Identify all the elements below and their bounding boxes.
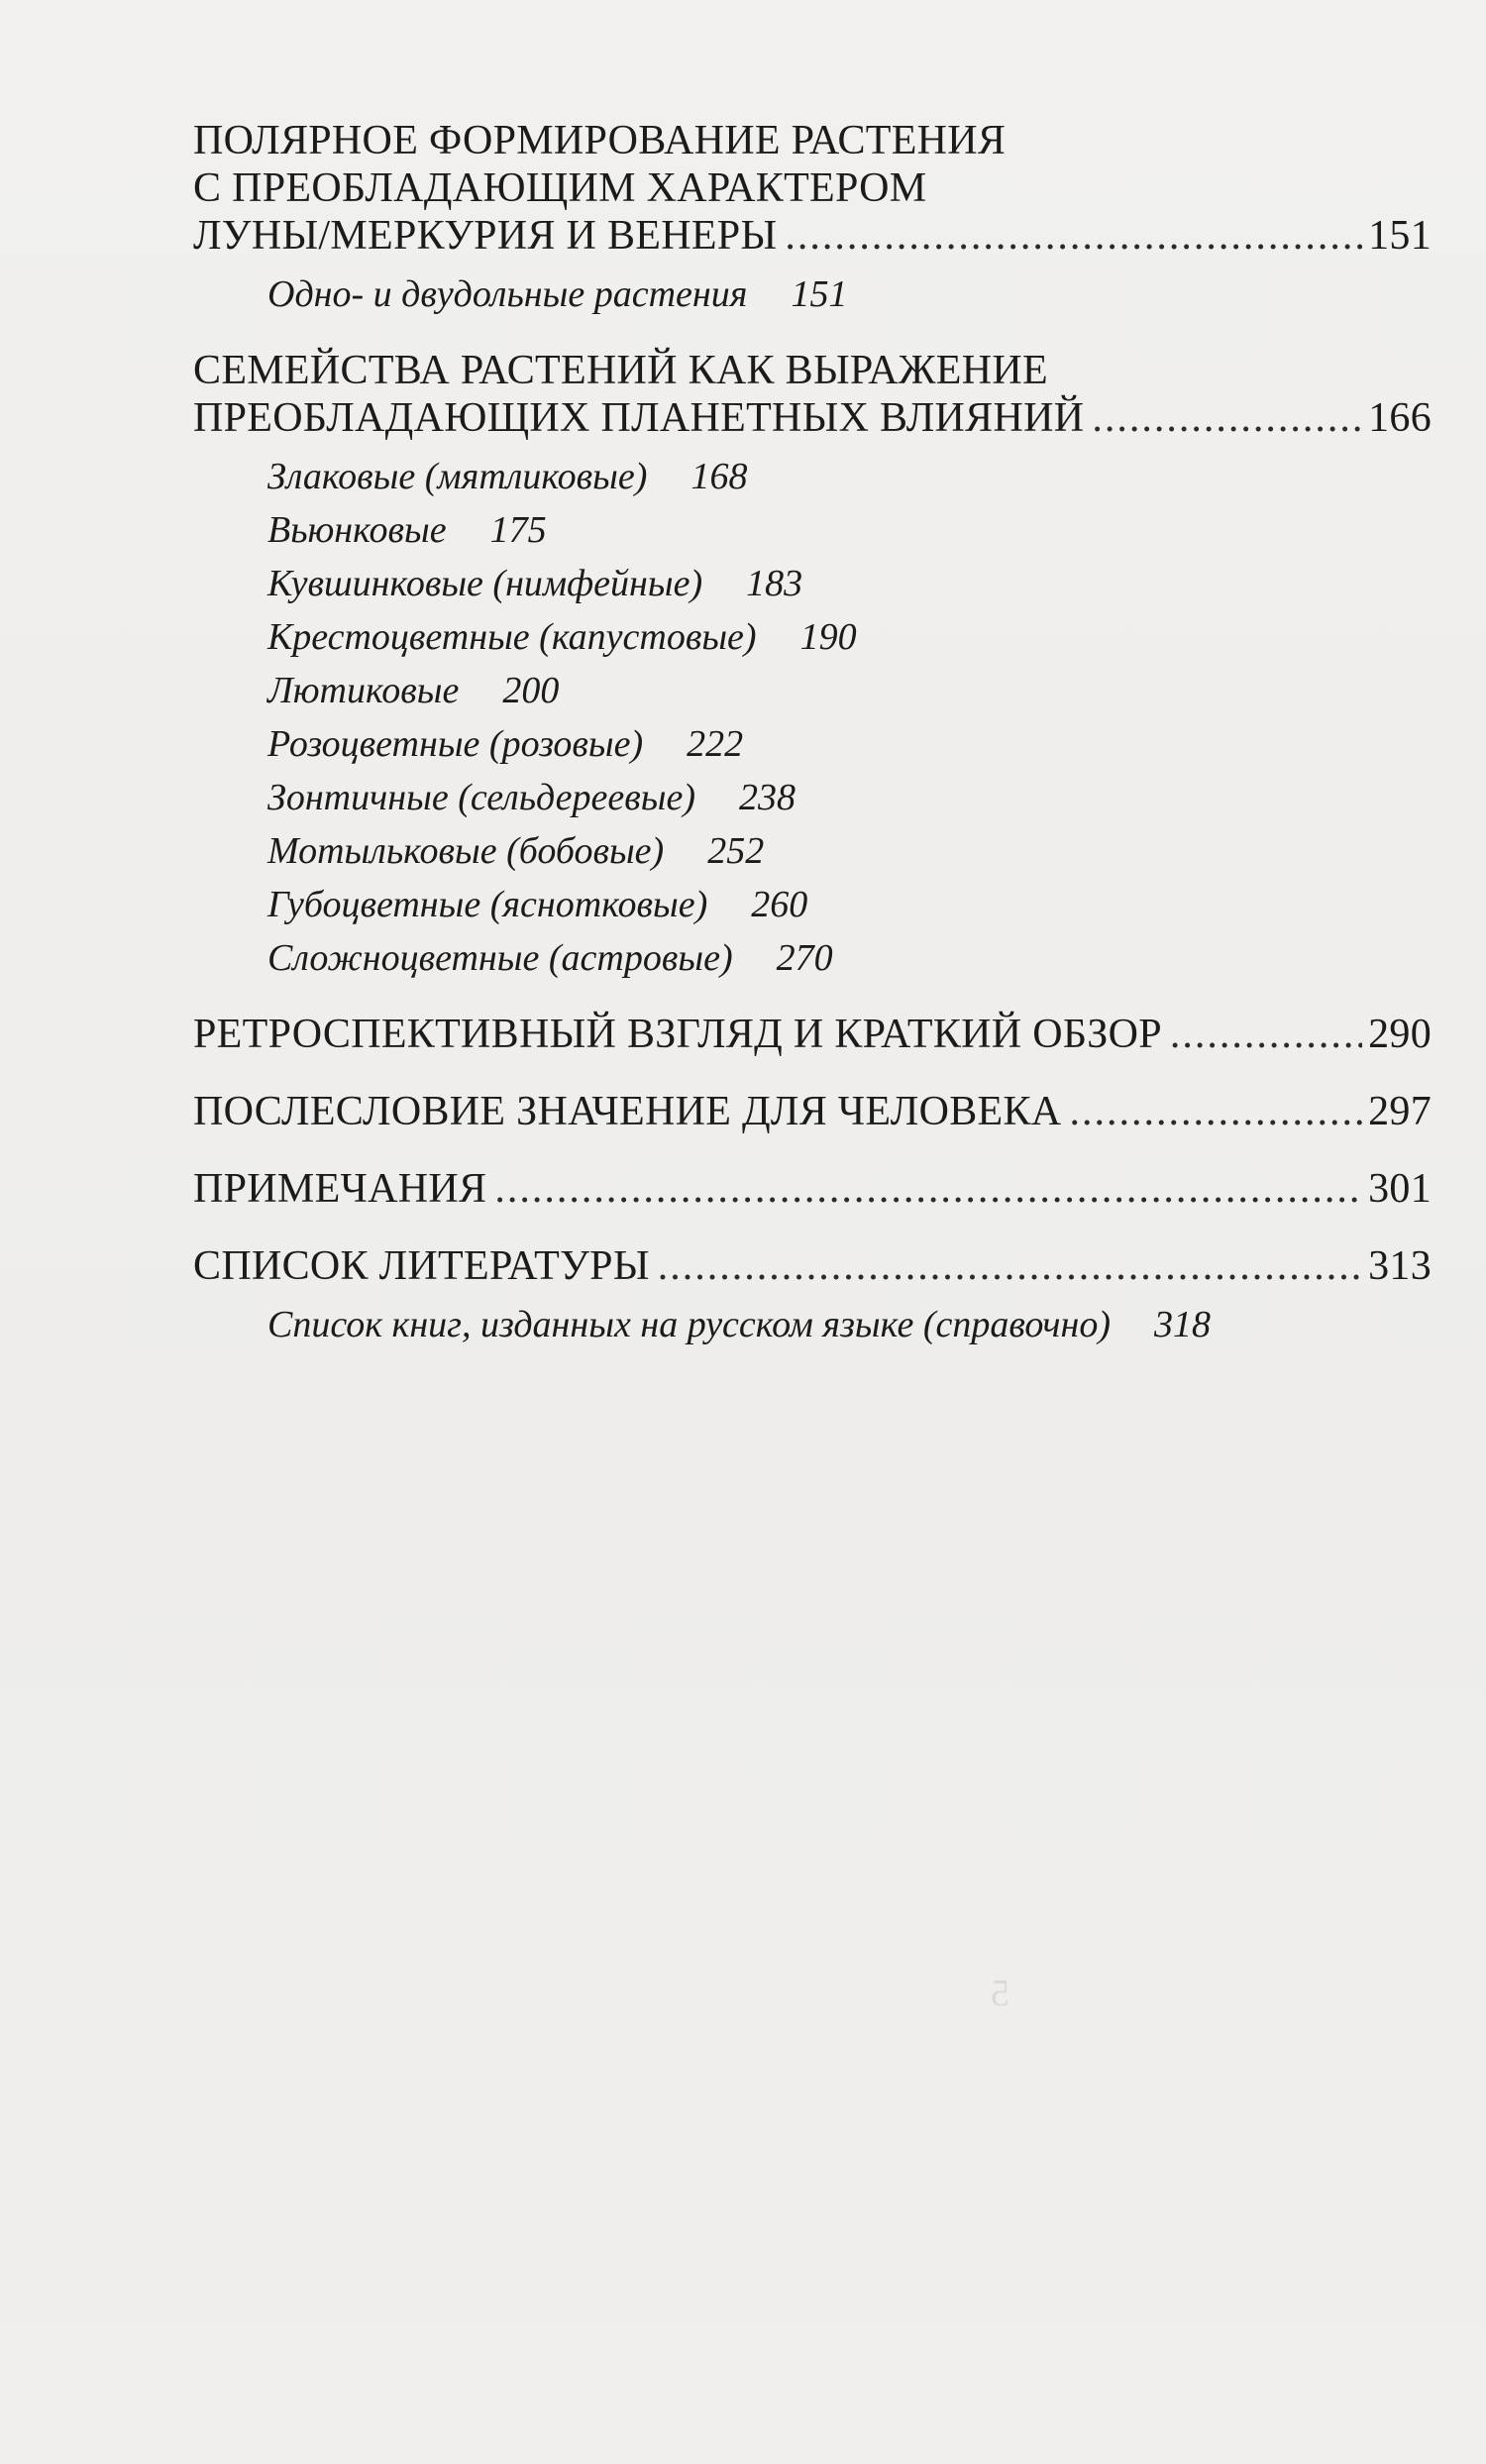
toc-sub-title: Зонтичные (сельдереевые) xyxy=(267,777,696,818)
toc-sub-title: Кувшинковые (нимфейные) xyxy=(267,563,703,604)
toc-sub-title: Сложноцветные (астровые) xyxy=(267,937,733,979)
toc-sub-title: Крестоцветные (капустовые) xyxy=(267,616,757,658)
toc-heading-line xyxy=(193,347,1432,394)
toc-heading-text: СПИСОК ЛИТЕРАТУРЫ xyxy=(193,1243,650,1289)
toc-sub-entry xyxy=(193,1298,1432,1351)
toc-sub-entry xyxy=(193,717,1432,771)
toc-sub-entry xyxy=(193,824,1432,878)
dot-leader xyxy=(1069,1088,1362,1135)
toc-sub-list xyxy=(193,1298,1432,1351)
toc-sub-entry xyxy=(193,664,1432,717)
toc-sub-page-number: 168 xyxy=(690,456,748,497)
toc-sub-title: Одно- и двудольные растения xyxy=(267,273,748,315)
toc-sub-page-number: 222 xyxy=(687,723,744,765)
toc-sub-entry xyxy=(193,268,1432,321)
toc-heading-last-line xyxy=(193,1165,1432,1213)
table-of-contents xyxy=(193,117,1432,1377)
toc-heading-text: СЕМЕЙСТВА РАСТЕНИЙ КАК ВЫРАЖЕНИЕ xyxy=(193,348,1048,393)
toc-sub-title: Розоцветные (розовые) xyxy=(267,723,644,765)
toc-heading-last-line xyxy=(193,1242,1432,1290)
toc-heading-line xyxy=(193,164,1432,212)
toc-sub-page-number: 151 xyxy=(791,273,848,315)
toc-sub-title: Мотыльковые (бобовые) xyxy=(267,830,665,872)
toc-sub-page-number: 190 xyxy=(799,616,857,658)
toc-heading-last-line xyxy=(193,1011,1432,1058)
toc-entry xyxy=(193,1242,1432,1351)
toc-heading-last-line xyxy=(193,394,1432,442)
toc-sub-title: Лютиковые xyxy=(267,670,460,711)
toc-page-number: 166 xyxy=(1368,395,1432,441)
dot-leader xyxy=(494,1165,1362,1213)
toc-sub-entry xyxy=(193,450,1432,503)
dot-leader xyxy=(1170,1011,1362,1058)
toc-entry xyxy=(193,1165,1432,1213)
toc-sub-page-number: 318 xyxy=(1154,1304,1212,1345)
toc-heading-last-line xyxy=(193,1088,1432,1135)
toc-sub-entry xyxy=(193,878,1432,931)
toc-heading-text: ПОСЛЕСЛОВИЕ ЗНАЧЕНИЕ ДЛЯ ЧЕЛОВЕКА xyxy=(193,1089,1062,1134)
dot-leader xyxy=(785,212,1362,260)
toc-sub-entry xyxy=(193,771,1432,824)
toc-entry xyxy=(193,347,1432,985)
toc-sub-page-number: 260 xyxy=(751,884,808,925)
toc-sub-entry xyxy=(193,557,1432,610)
toc-sub-title: Злаковые (мятликовые) xyxy=(267,456,648,497)
toc-sub-title: Губоцветные (яснотковые) xyxy=(267,884,708,925)
toc-entry xyxy=(193,1011,1432,1058)
dot-leader xyxy=(1092,394,1362,442)
toc-page-number: 301 xyxy=(1368,1166,1432,1212)
toc-heading-text: С ПРЕОБЛАДАЮЩИМ ХАРАКТЕРОМ xyxy=(193,165,927,211)
toc-sub-page-number: 175 xyxy=(489,509,547,551)
toc-page-number: 297 xyxy=(1368,1089,1432,1134)
toc-sub-entry xyxy=(193,931,1432,985)
toc-heading-text: ЛУНЫ/МЕРКУРИЯ И ВЕНЕРЫ xyxy=(193,213,778,259)
toc-page-number: 290 xyxy=(1368,1012,1432,1057)
toc-sub-entry xyxy=(193,610,1432,664)
toc-sub-list xyxy=(193,268,1432,321)
toc-heading-text: РЕТРОСПЕКТИВНЫЙ ВЗГЛЯД И КРАТКИЙ ОБЗОР xyxy=(193,1012,1162,1057)
toc-entry xyxy=(193,117,1432,321)
toc-entry xyxy=(193,1088,1432,1135)
toc-sub-page-number: 252 xyxy=(707,830,765,872)
bleed-through-text: 5 xyxy=(991,1973,1009,2014)
toc-heading-last-line xyxy=(193,212,1432,260)
toc-heading-text: ПРЕОБЛАДАЮЩИХ ПЛАНЕТНЫХ ВЛИЯНИЙ xyxy=(193,395,1085,441)
toc-heading-line xyxy=(193,117,1432,164)
toc-page-number: 151 xyxy=(1368,213,1432,259)
toc-heading-text: ПОЛЯРНОЕ ФОРМИРОВАНИЕ РАСТЕНИЯ xyxy=(193,118,1007,163)
toc-sub-entry xyxy=(193,503,1432,557)
toc-sub-page-number: 183 xyxy=(746,563,803,604)
toc-sub-list xyxy=(193,450,1432,985)
toc-sub-page-number: 270 xyxy=(776,937,833,979)
toc-sub-title: Список книг, изданных на русском языке (справочно) xyxy=(267,1304,1112,1345)
dot-leader xyxy=(658,1242,1362,1290)
toc-sub-title: Вьюнковые xyxy=(267,509,447,551)
toc-sub-page-number: 238 xyxy=(739,777,796,818)
toc-page-number: 313 xyxy=(1368,1243,1432,1289)
toc-sub-page-number: 200 xyxy=(502,670,560,711)
toc-heading-text: ПРИМЕЧАНИЯ xyxy=(193,1166,487,1212)
